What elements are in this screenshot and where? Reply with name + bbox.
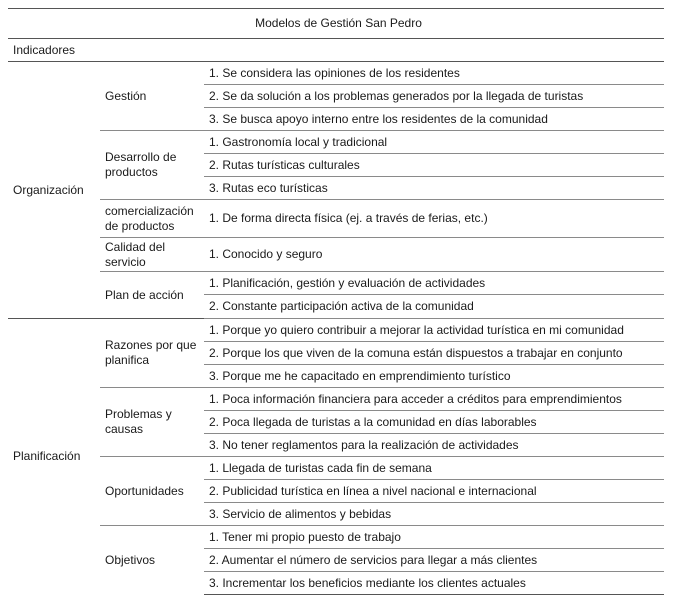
indicator-item: 3. Servicio de alimentos y bebidas: [204, 503, 664, 526]
indicator-item: 2. Se da solución a los problemas generados por la llegada de turistas: [204, 85, 664, 108]
title-row: [8, 9, 664, 39]
table-row: [8, 319, 664, 342]
indicator-item: 3. No tener reglamentos para la realización de actividades: [204, 434, 664, 457]
table-row: [8, 200, 664, 238]
indicator-item: 1. De forma directa física (ej. a través de ferias, etc.): [204, 200, 664, 238]
table-row: [8, 238, 664, 272]
subcategory-label: Plan de acción: [100, 272, 204, 319]
indicator-item: 1. Llegada de turistas cada fin de semana: [204, 457, 664, 480]
indicator-item: 3. Se busca apoyo interno entre los residentes de la comunidad: [204, 108, 664, 131]
indicator-item: 2. Porque los que viven de la comuna están dispuestos a trabajar en conjunto: [204, 342, 664, 365]
table-title: Modelos de Gestión San Pedro: [8, 9, 664, 39]
indicators-row: [8, 39, 664, 62]
category-label: Organización: [13, 182, 84, 197]
indicator-item: 2. Aumentar el número de servicios para llegar a más clientes: [204, 549, 664, 572]
indicator-item: 1. Porque yo quiero contribuir a mejorar la actividad turística en mi comunidad: [204, 319, 664, 342]
table-row: [8, 526, 664, 549]
subcategory-label: Calidad del servicio: [100, 238, 204, 272]
indicator-item: 1. Planificación, gestión y evaluación de actividades: [204, 272, 664, 295]
indicator-item: 3. Incrementar los beneficios mediante los clientes actuales: [204, 572, 664, 595]
indicator-item: 1. Conocido y seguro: [204, 238, 664, 272]
management-models-table: [8, 8, 664, 595]
subcategory-label: Razones por que planifica: [100, 319, 204, 388]
subcategory-label: Objetivos: [100, 526, 204, 595]
table-row: [8, 457, 664, 480]
indicator-item: 2. Poca llegada de turistas a la comunidad en días laborables: [204, 411, 664, 434]
indicator-item: 2. Publicidad turística en línea a nivel nacional e internacional: [204, 480, 664, 503]
indicator-item: 1. Se considera las opiniones de los residentes: [204, 62, 664, 85]
table-row: [8, 272, 664, 295]
subcategory-label: Oportunidades: [100, 457, 204, 526]
subcategory-label: Desarrollo de productos: [100, 131, 204, 200]
subcategory-label: Problemas y causas: [100, 388, 204, 457]
table-body: [8, 9, 664, 595]
subcategory-label: comercialización de productos: [100, 200, 204, 238]
subcategory-label: Gestión: [105, 88, 147, 103]
indicator-item: 2. Rutas turísticas culturales: [204, 154, 664, 177]
indicators-label: Indicadores: [8, 39, 664, 62]
table-row: [8, 388, 664, 411]
indicator-item: 3. Porque me he capacitado en emprendimiento turístico: [204, 365, 664, 388]
table-row: [8, 62, 664, 85]
indicator-item: 1. Gastronomía local y tradicional: [204, 131, 664, 154]
indicator-item: 2. Constante participación activa de la comunidad: [204, 295, 664, 319]
indicator-item: 1. Tener mi propio puesto de trabajo: [204, 526, 664, 549]
indicator-item: 3. Rutas eco turísticas: [204, 177, 664, 200]
category-label: Planificación: [8, 319, 100, 595]
table-row: [8, 131, 664, 154]
indicator-item: 1. Poca información financiera para acceder a créditos para emprendimientos: [204, 388, 664, 411]
